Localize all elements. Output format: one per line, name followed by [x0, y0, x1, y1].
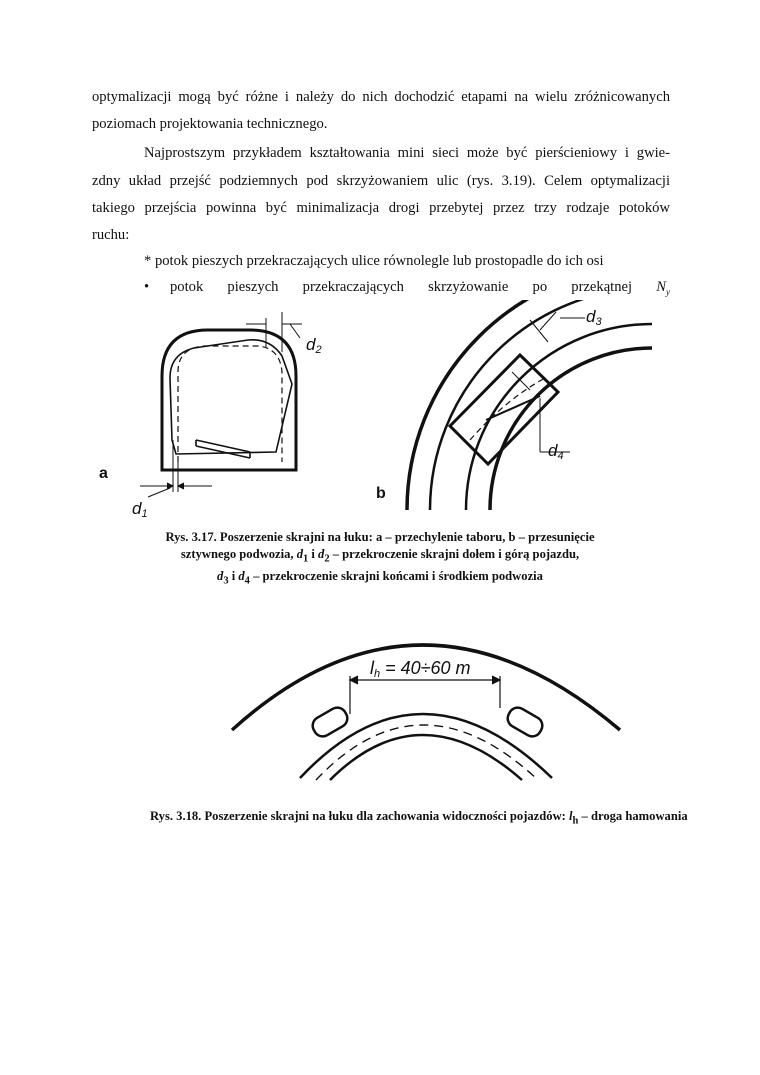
figure-3-17: [0, 300, 760, 530]
label-b: b: [376, 485, 386, 502]
ny-letter: N: [656, 279, 666, 295]
d2-subscript: 2: [315, 344, 322, 356]
caption-lh: l: [569, 809, 573, 823]
bullet-symbol: •: [144, 279, 150, 295]
caption-d2-sub: 2: [324, 553, 330, 565]
figure-3-18-caption: [150, 808, 730, 830]
caption-d4-sub: 4: [244, 575, 250, 587]
dimension-d4: [512, 372, 570, 452]
caption-text: – przekroczenie skrajni dołem i górą pojazdu,: [329, 547, 580, 561]
caption-text: i: [308, 547, 319, 561]
caption-text: – droga hamowania: [578, 809, 688, 823]
d4-letter: d: [548, 441, 558, 460]
label-a: a: [99, 465, 108, 482]
d3-subscript: 3: [595, 316, 602, 328]
d2-letter: d: [306, 335, 316, 354]
vehicle-tilted-outline: [170, 340, 292, 454]
list-item: [144, 277, 670, 297]
caption-d1: d: [296, 547, 303, 561]
paragraph-line: takiego przejścia powinna być minimalizacja drogi przebytej przez trzy rodzaje potoków: [92, 200, 670, 216]
label-d3: [586, 307, 602, 328]
vehicle-upright-dashed: [178, 346, 282, 462]
caption-d3: d: [217, 568, 224, 583]
caption-d3-sub: 3: [223, 575, 229, 587]
list-item: * potok pieszych przekraczających ulice równolegle lub prostopadle do ich osi: [144, 253, 604, 269]
curve-outer-line: [430, 300, 652, 510]
caption-line: Rys. 3.17. Poszerzenie skrajni na łuku: a – przechylenie taboru, b – przesunięcie: [165, 530, 595, 544]
body-text: [92, 87, 670, 297]
list-item-words: potok pieszych przekraczających skrzyżowanie po przekątnej: [170, 279, 633, 295]
ny-subscript: y: [665, 286, 670, 297]
d4-subscript: 4: [557, 450, 564, 462]
braking-distance-dimension: [350, 676, 500, 714]
braking-distance-label: [370, 658, 471, 680]
lh-value: = 40÷60 m: [380, 658, 471, 678]
paragraph-line: poziomach projektowania technicznego.: [92, 116, 328, 132]
caption-line: [120, 568, 640, 590]
dimension-d3: [530, 312, 585, 342]
caption-text: Rys. 3.18. Poszerzenie skrajni na łuku dla zachowania widoczności pojazdów:: [150, 809, 570, 823]
road-centre-dashed: [316, 725, 538, 780]
vehicle-right: [504, 704, 545, 739]
figure-3-17-caption: [120, 529, 640, 589]
paragraph-line: zdny układ przejść podziemnych pod skrzyżowaniem ulic (rys. 3.19). Celem optymalizacji: [92, 173, 670, 189]
caption-d4: d: [238, 568, 245, 583]
label-d4: [548, 441, 564, 462]
caption-d1-sub: 1: [302, 553, 309, 565]
caption-lh-sub: h: [572, 815, 579, 827]
caption-text: – przekroczenie skrajni końcami i środkiem podwozia: [249, 568, 543, 583]
vehicle-left: [309, 704, 350, 739]
figure-b-curve: [407, 300, 652, 510]
d1-subscript: 1: [141, 508, 148, 520]
chassis-wheel-line: [486, 396, 540, 420]
d1-letter: d: [132, 499, 142, 518]
label-d2: [306, 335, 322, 356]
wheelbase-line: [196, 440, 250, 458]
paragraph-line: ruchu:: [92, 227, 130, 243]
label-d1: [132, 499, 148, 520]
figure-a-tunnel: [162, 330, 296, 470]
rigid-chassis: [450, 355, 558, 464]
lh-letter: l: [370, 658, 374, 678]
caption-text: i: [228, 568, 239, 583]
curve-inner-wall: [490, 348, 652, 510]
lh-subscript: h: [374, 668, 381, 680]
road-inner-edge: [330, 735, 522, 780]
paragraph-line: Najprostszym przykładem kształtowania mini sieci może być pierścieniowy i gwie-: [144, 145, 670, 161]
caption-d2: d: [318, 547, 325, 561]
list-item-text: [170, 277, 670, 302]
caption-text: sztywnego podwozia,: [180, 547, 297, 561]
d3-letter: d: [586, 307, 596, 326]
ny-symbol: [656, 279, 670, 295]
paragraph-line: optymalizacji mogą być różne i należy do nich dochodzić etapami na wielu zróżnicowanych: [92, 89, 670, 105]
chassis-track-dashed: [470, 378, 545, 440]
figure-3-18: [0, 620, 760, 790]
caption-line: [120, 546, 640, 568]
